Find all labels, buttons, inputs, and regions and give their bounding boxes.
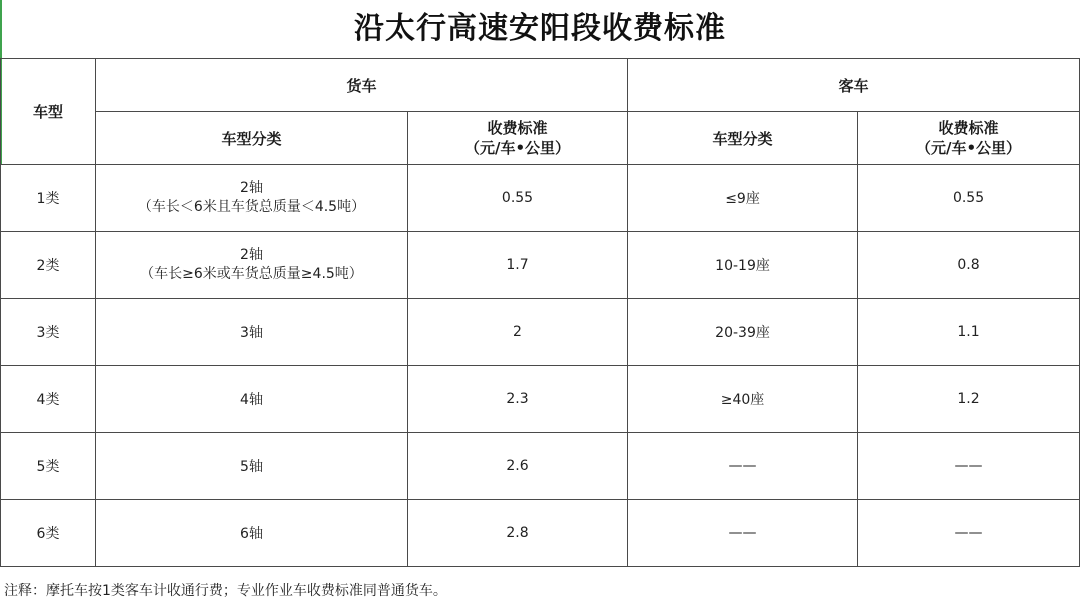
table-row [1, 366, 1080, 433]
bus-seats-cell: ≤9座 [628, 165, 858, 232]
truck-rate-cell: 1.7 [408, 232, 628, 299]
truck-rate-cell: 2.3 [408, 366, 628, 433]
bus-rate-cell: 1.2 [858, 366, 1080, 433]
table-row [1, 299, 1080, 366]
bus-rate-header-line1: 收费标准 [938, 119, 999, 137]
vehicle-class-cell: 6类 [1, 500, 96, 567]
bus-header: 客车 [628, 59, 1080, 112]
table-row [1, 165, 1080, 232]
table-row [1, 433, 1080, 500]
truck-rate-header-line1: 收费标准 [487, 119, 548, 137]
footnote: 注释：摩托车按1类客车计收通行费；专业作业车收费标准同普通货车。 [4, 583, 447, 599]
truck-rate-cell: 0.55 [408, 165, 628, 232]
bus-seats-cell: ≥40座 [628, 366, 858, 433]
bus-seats-cell: 20-39座 [628, 299, 858, 366]
bus-rate-header-line2: （元/车•公里） [915, 139, 1022, 157]
vehicle-type-header: 车型 [1, 59, 96, 165]
toll-fee-table [0, 58, 1080, 567]
table-row [1, 232, 1080, 299]
bus-category-header: 车型分类 [628, 112, 858, 165]
truck-category-cell: 6轴 [96, 500, 408, 567]
truck-category-cell [96, 165, 408, 232]
bus-rate-cell: 0.8 [858, 232, 1080, 299]
truck-category-cell: 4轴 [96, 366, 408, 433]
page-title: 沿太行高速安阳段收费标准 [354, 11, 726, 46]
bus-seats-cell: 10-19座 [628, 232, 858, 299]
table-row [1, 500, 1080, 567]
vehicle-class-cell: 1类 [1, 165, 96, 232]
truck-condition-text: （车长＜6米且车货总质量＜4.5吨） [137, 199, 366, 215]
truck-axle-text: 2轴 [240, 180, 263, 196]
truck-category-cell: 3轴 [96, 299, 408, 366]
truck-rate-cell: 2.6 [408, 433, 628, 500]
truck-rate-cell: 2.8 [408, 500, 628, 567]
truck-category-cell: 5轴 [96, 433, 408, 500]
vehicle-class-cell: 2类 [1, 232, 96, 299]
truck-rate-header [408, 112, 628, 165]
truck-rate-cell: 2 [408, 299, 628, 366]
vehicle-class-cell: 4类 [1, 366, 96, 433]
bus-seats-cell: —— [628, 433, 858, 500]
truck-header: 货车 [96, 59, 628, 112]
truck-category-cell [96, 232, 408, 299]
truck-axle-text: 2轴 [240, 247, 263, 263]
bus-rate-header [858, 112, 1080, 165]
bus-rate-cell: —— [858, 433, 1080, 500]
header-row-sub [1, 112, 1080, 165]
bus-rate-cell: 1.1 [858, 299, 1080, 366]
truck-condition-text: （车长≥6米或车货总质量≥4.5吨） [140, 266, 363, 282]
bus-rate-cell: 0.55 [858, 165, 1080, 232]
vehicle-class-cell: 5类 [1, 433, 96, 500]
bus-seats-cell: —— [628, 500, 858, 567]
vehicle-class-cell: 3类 [1, 299, 96, 366]
truck-rate-header-line2: （元/车•公里） [464, 139, 571, 157]
truck-category-header: 车型分类 [96, 112, 408, 165]
header-row-top [1, 59, 1080, 112]
bus-rate-cell: —— [858, 500, 1080, 567]
